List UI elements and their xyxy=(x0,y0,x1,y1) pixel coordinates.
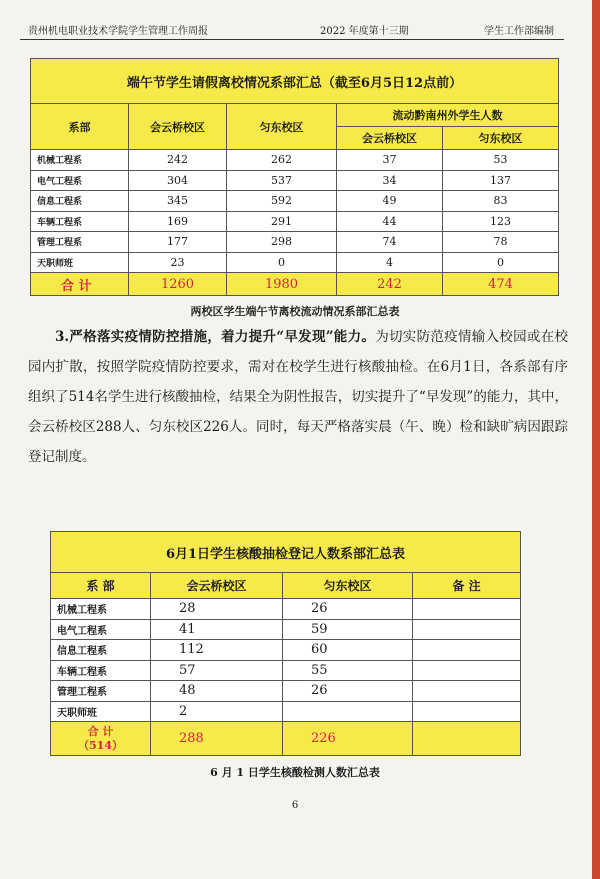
table1-cell-c: 34 xyxy=(337,170,443,191)
table2-cell-note xyxy=(413,701,521,722)
table2-cell-note xyxy=(413,619,521,640)
table-row xyxy=(31,211,559,232)
header-left: 贵州机电职业技术学院学生管理工作周报 xyxy=(28,26,208,37)
table1-title: 端午节学生请假离校情况系部汇总（截至6月5日12点前） xyxy=(31,59,559,104)
table1-cell-b: 592 xyxy=(227,191,337,212)
table1-cell-d: 123 xyxy=(443,211,559,232)
table1-cell-d: 53 xyxy=(443,150,559,171)
table-row xyxy=(31,170,559,191)
table1-dept: 车辆工程系 xyxy=(31,211,129,232)
table2-cell-a: 28 xyxy=(151,599,283,620)
table1-dept: 信息工程系 xyxy=(31,191,129,212)
table-row xyxy=(31,252,559,273)
table2-dept: 天职师班 xyxy=(51,701,151,722)
table1-total-a: 1260 xyxy=(129,273,227,296)
table-row xyxy=(51,619,521,640)
table2-total-sub: （514） xyxy=(78,738,123,752)
table1-cell-d: 137 xyxy=(443,170,559,191)
table1-total-d: 474 xyxy=(443,273,559,296)
table2-cell-note xyxy=(413,640,521,661)
table-row xyxy=(51,640,521,661)
table2-col-a: 会云桥校区 xyxy=(151,573,283,599)
table1-cell-a: 169 xyxy=(129,211,227,232)
table2-col-b: 匀东校区 xyxy=(283,573,413,599)
table-row xyxy=(51,599,521,620)
table2-total-row xyxy=(51,722,521,756)
table1-dept: 电气工程系 xyxy=(31,170,129,191)
table-row xyxy=(31,150,559,171)
table1-cell-d: 83 xyxy=(443,191,559,212)
table2-cell-b: 26 xyxy=(283,681,413,702)
table1-cell-c: 44 xyxy=(337,211,443,232)
table1-total-c: 242 xyxy=(337,273,443,296)
table1-col-b: 匀东校区 xyxy=(227,104,337,150)
table2-cell-a: 48 xyxy=(151,681,283,702)
table1-dept: 管理工程系 xyxy=(31,232,129,253)
table2-cell-b xyxy=(283,701,413,722)
table2-cell-a: 112 xyxy=(151,640,283,661)
table-row xyxy=(51,681,521,702)
table2-dept: 机械工程系 xyxy=(51,599,151,620)
table1-cell-d: 78 xyxy=(443,232,559,253)
table1-col-c: 会云桥校区 xyxy=(337,127,443,150)
table1-cell-c: 49 xyxy=(337,191,443,212)
table1-cell-b: 298 xyxy=(227,232,337,253)
table1-col-group: 流动黔南州外学生人数 xyxy=(337,104,559,127)
table1-cell-a: 177 xyxy=(129,232,227,253)
table-row xyxy=(31,232,559,253)
page-number: 6 xyxy=(291,800,299,811)
table1-cell-c: 37 xyxy=(337,150,443,171)
table1-total-label: 合 计 xyxy=(31,273,129,296)
table2-dept: 信息工程系 xyxy=(51,640,151,661)
table1-col-a: 会云桥校区 xyxy=(129,104,227,150)
table1-cell-a: 242 xyxy=(129,150,227,171)
header-center: 2022 年度第十三期 xyxy=(320,26,409,37)
table1-cell-b: 537 xyxy=(227,170,337,191)
table2-cell-b: 55 xyxy=(283,660,413,681)
table1-col-d: 匀东校区 xyxy=(443,127,559,150)
table1-total-b: 1980 xyxy=(227,273,337,296)
table2-dept: 电气工程系 xyxy=(51,619,151,640)
table1-cell-a: 23 xyxy=(129,252,227,273)
table1-total-row xyxy=(31,273,559,296)
header-right: 学生工作部编制 xyxy=(484,26,554,37)
table2-cell-note xyxy=(413,599,521,620)
table-row xyxy=(51,660,521,681)
table2-cell-b: 26 xyxy=(283,599,413,620)
table1-col-dept: 系部 xyxy=(31,104,129,150)
table2-cell-b: 60 xyxy=(283,640,413,661)
table2-total-label xyxy=(51,722,151,756)
table2-total-a: 288 xyxy=(151,722,283,756)
table2-dept: 管理工程系 xyxy=(51,681,151,702)
table2-cell-note xyxy=(413,681,521,702)
table2-dept: 车辆工程系 xyxy=(51,660,151,681)
table2-cell-note xyxy=(413,660,521,681)
paragraph-body: 为切实防范疫情输入校园或在校园内扩散，按照学院疫情防控要求，需对在校学生进行核酸抽检。在6月1日，各系部有序组织了514名学生进行核酸抽检，结果全为阴性报告，切实提升了“早发现”的能力，其中，会云桥校区288人、匀东校区226人。同时，每天严格落实晨（午、晚）检和缺旷病因跟踪登记制度。 xyxy=(28,329,569,465)
nucleic-test-table xyxy=(50,531,521,756)
table1-cell-b: 0 xyxy=(227,252,337,273)
header-rule xyxy=(20,39,564,40)
table1-cell-c: 74 xyxy=(337,232,443,253)
table2-cell-a: 2 xyxy=(151,701,283,722)
table2-total-note xyxy=(413,722,521,756)
paragraph-heading: 3.严格落实疫情防控措施，着力提升“早发现”能力。 xyxy=(55,329,376,345)
table1-dept: 天职师班 xyxy=(31,252,129,273)
table2-col-note: 备 注 xyxy=(413,573,521,599)
table1-cell-b: 262 xyxy=(227,150,337,171)
table2-cell-a: 41 xyxy=(151,619,283,640)
page-edge xyxy=(592,0,600,879)
table2-caption: 6 月 1 日学生核酸检测人数汇总表 xyxy=(210,766,380,779)
running-header xyxy=(20,22,564,38)
leave-summary-table xyxy=(30,58,559,296)
table2-cell-a: 57 xyxy=(151,660,283,681)
table2-total-text: 合 计 xyxy=(87,724,114,738)
table2-cell-b: 59 xyxy=(283,619,413,640)
table1-dept: 机械工程系 xyxy=(31,150,129,171)
table1-caption: 两校区学生端午节离校流动情况系部汇总表 xyxy=(190,305,400,318)
table-row xyxy=(31,191,559,212)
table2-col-dept: 系 部 xyxy=(51,573,151,599)
table1-cell-c: 4 xyxy=(337,252,443,273)
table1-cell-b: 291 xyxy=(227,211,337,232)
table-row xyxy=(51,701,521,722)
table1-cell-d: 0 xyxy=(443,252,559,273)
table2-title: 6月1日学生核酸抽检登记人数系部汇总表 xyxy=(51,532,521,573)
table1-cell-a: 304 xyxy=(129,170,227,191)
table2-total-b: 226 xyxy=(283,722,413,756)
body-paragraph xyxy=(28,322,568,472)
table1-cell-a: 345 xyxy=(129,191,227,212)
